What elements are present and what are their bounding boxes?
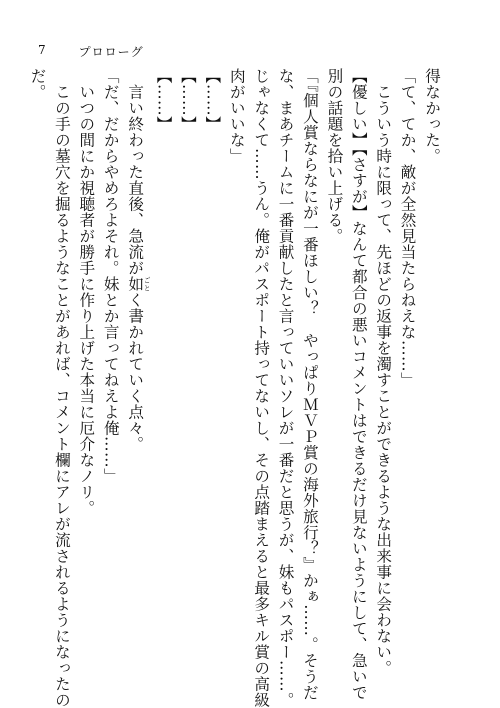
text-line: 【……】 bbox=[203, 68, 222, 132]
ruby-annotation bbox=[126, 276, 152, 292]
running-header bbox=[38, 43, 144, 60]
text-line: 【……】 bbox=[178, 68, 197, 132]
text-line: じゃなくて……うん。俺がパスポート持ってないし、その点踏まえると最多キル賞の高級 bbox=[252, 68, 271, 708]
text-line: この手の墓穴を掘るようなことがあれば、コメント欄にアレが流されるようになったの bbox=[52, 68, 71, 708]
text-line: 【優しい】【さすが】なんて都合の悪いコメントはできるだけ見ないようにして、急いで bbox=[349, 68, 368, 701]
text-segment: 言い終わった直後、急流が bbox=[126, 68, 145, 276]
text-line: な、まあチームに一番貢献したと言っていいソレが一番だと思うが、妹もパスポー……。 bbox=[276, 68, 295, 708]
ruby-base: 如 bbox=[126, 276, 145, 292]
text-line: いつの間にか視聴者が勝手に作り上げた本当に厄介なノリ。 bbox=[77, 68, 96, 516]
text-line: 得なかった。 bbox=[423, 68, 441, 164]
text-line: 「て、てか、敵が全然見当たらねえな……」 bbox=[398, 68, 417, 388]
text-line: 【……】 bbox=[154, 68, 173, 132]
text-line: だ。 bbox=[28, 68, 47, 100]
text-segment: く書かれていく点々。 bbox=[126, 292, 145, 452]
ruby-reading: ごと bbox=[143, 276, 152, 292]
page-number: 7 bbox=[38, 43, 47, 57]
text-line: 肉がいいな」 bbox=[227, 68, 246, 164]
vertical-text-body bbox=[25, 68, 444, 708]
text-line: 別の話題を拾い上げる。 bbox=[325, 68, 344, 244]
chapter-title: プロローグ bbox=[78, 45, 144, 59]
text-line: 「『個人賞ならなにが一番ほしい？ やっぱりＭＶＰ賞の海外旅行？』かぁ……。そうだ bbox=[300, 68, 319, 701]
text-line-with-ruby bbox=[123, 68, 151, 688]
text-line: 「だ、だからやめろよそれ。妹とか言ってねえよ俺……」 bbox=[101, 68, 120, 484]
text-line: こういう時に限って、先ほどの返事を濁すことができるような出来事に会わない。 bbox=[374, 68, 393, 676]
